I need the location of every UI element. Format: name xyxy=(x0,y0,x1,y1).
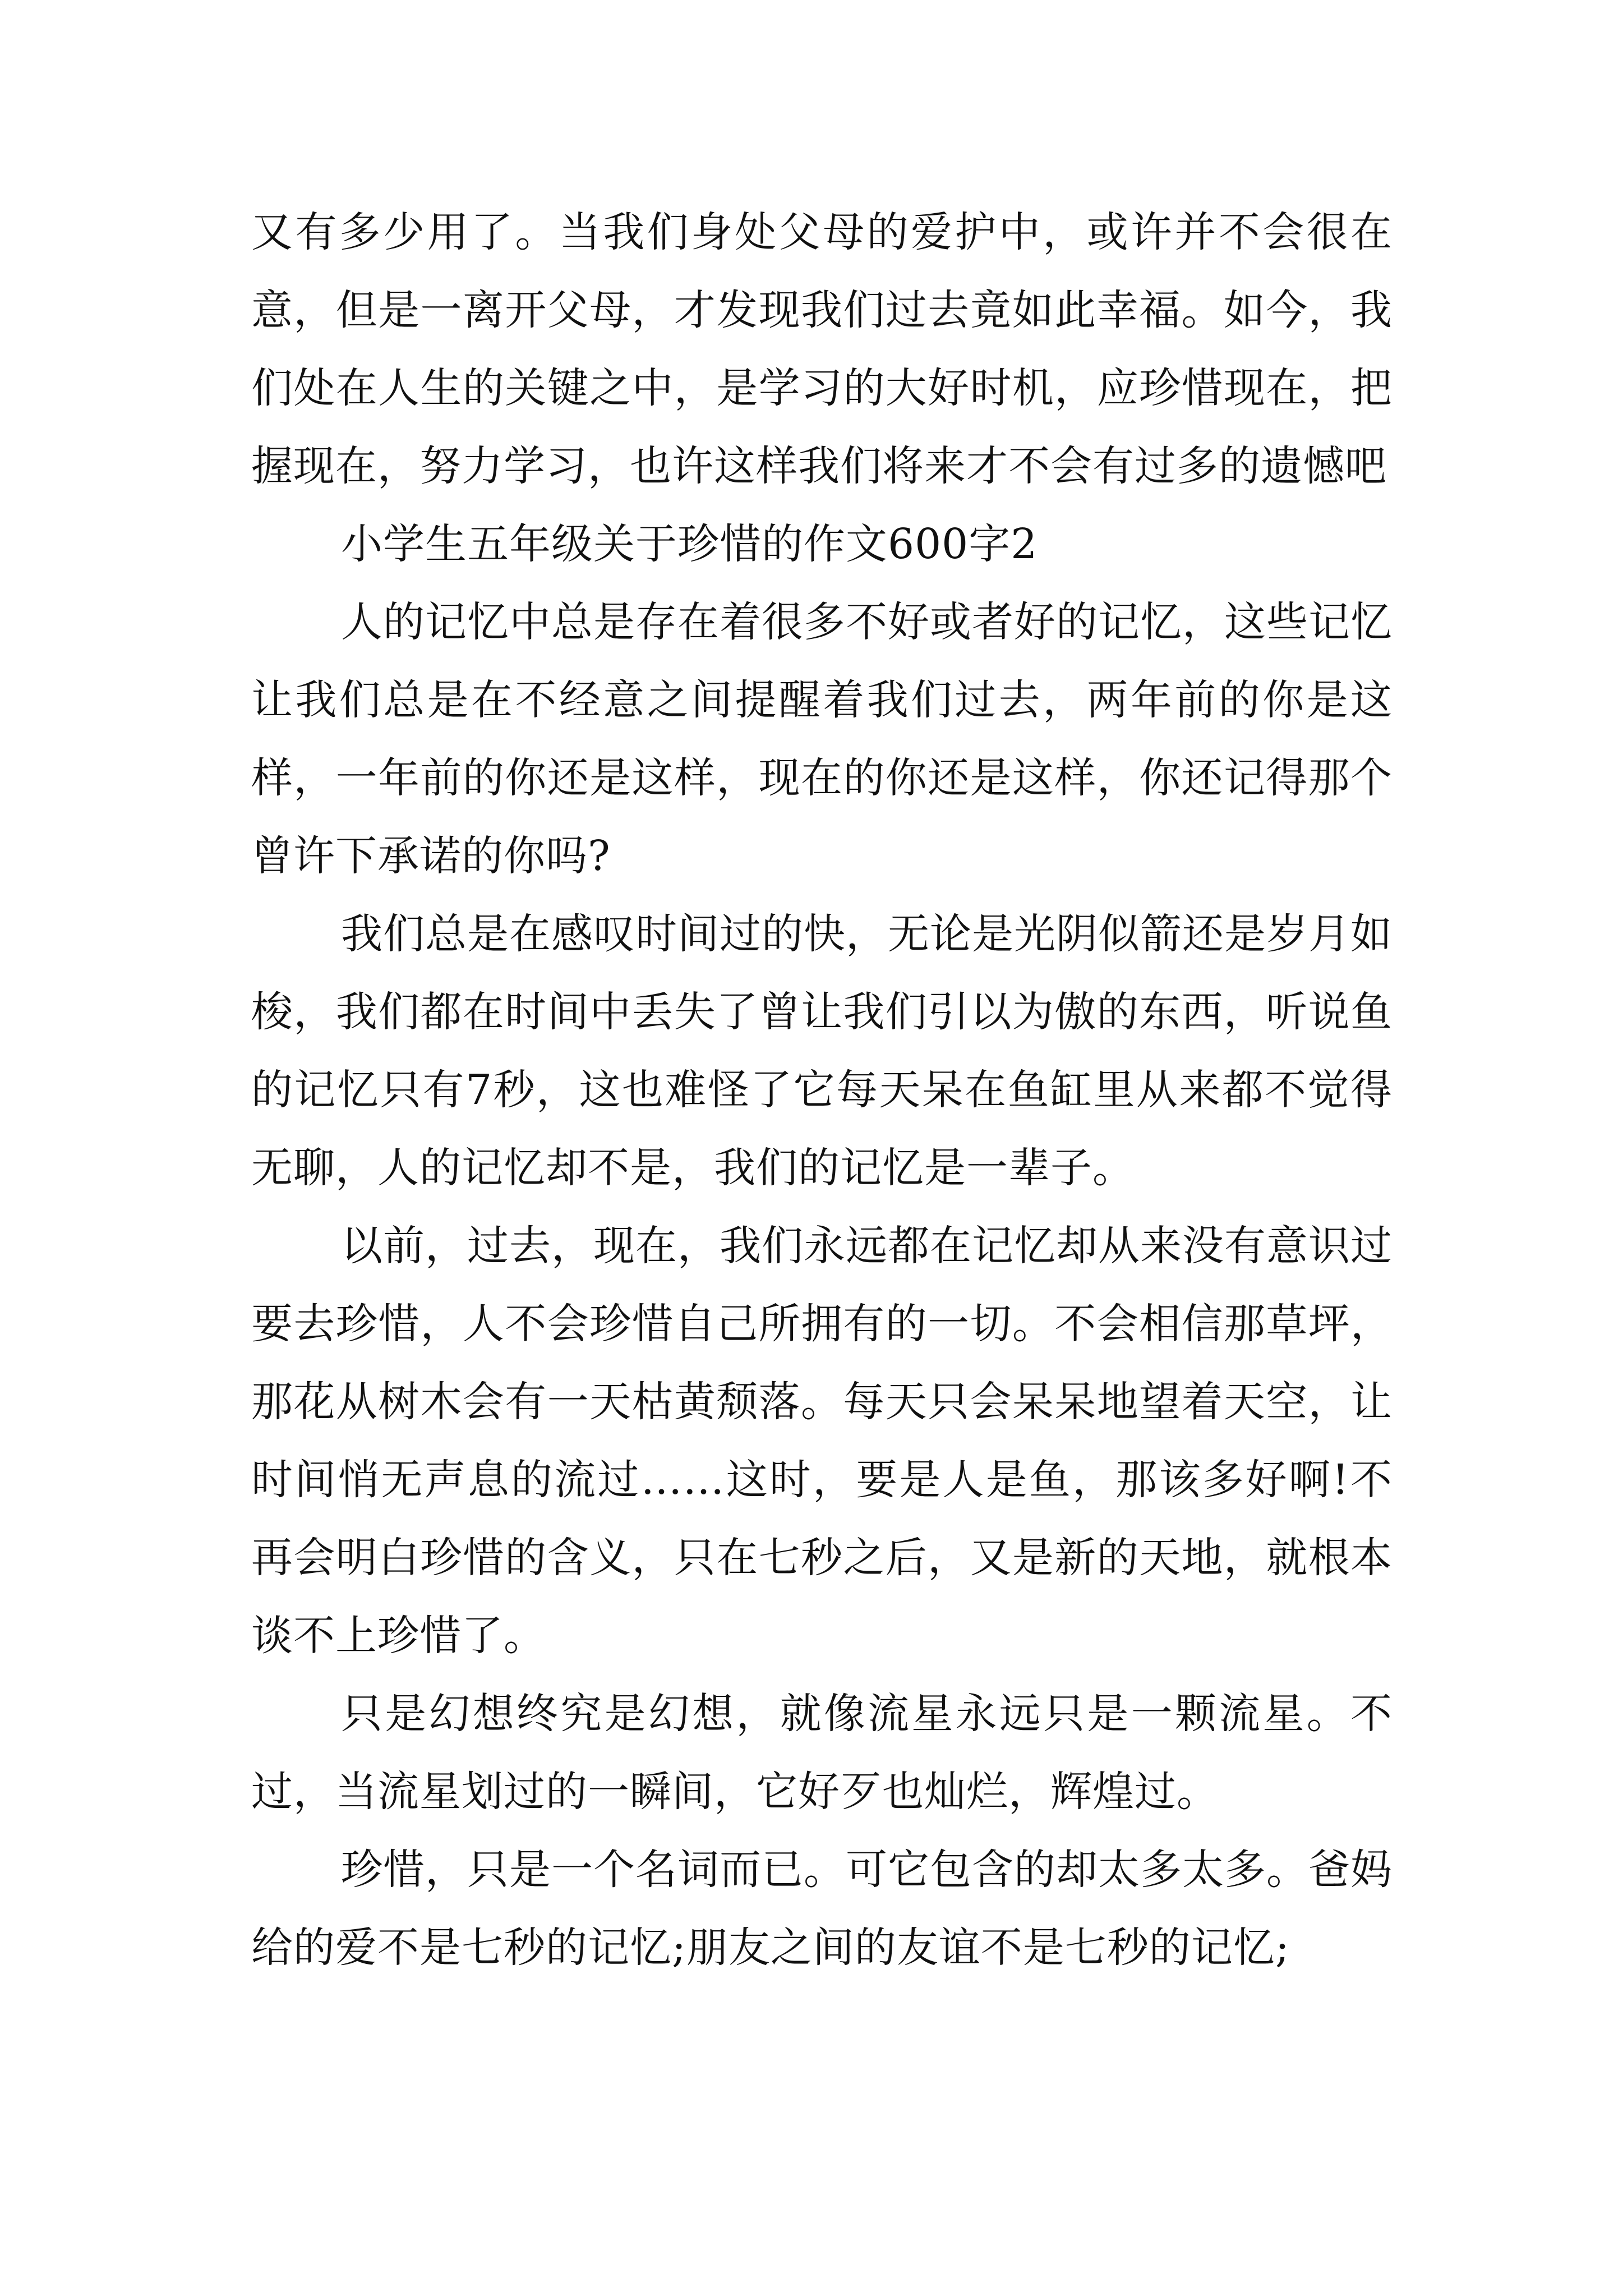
paragraph-memory: 人的记忆中总是存在着很多不好或者好的记忆，这些记忆让我们总是在不经意之间提醒着我们过去，两年前的你是这样，一年前的你还是这样，现在的你还是这样，你还记得那个曾许下承诺的你吗? xyxy=(251,598,1393,880)
paragraph-cherish: 珍惜，只是一个名词而已。可它包含的却太多太多。爸妈给的爱不是七秒的记忆;朋友之间的友谊不是七秒的记忆; xyxy=(251,1846,1393,1972)
essay-title: 小学生五年级关于珍惜的作文600字2 xyxy=(341,520,1038,568)
document-body xyxy=(251,194,1393,1987)
paragraph-past-present: 以前，过去，现在，我们永远都在记忆却从来没有意识过要去珍惜，人不会珍惜自己所拥有的一切。不会相信那草坪，那花从树木会有一天枯黄颓落。每天只会呆呆地望着天空，让时间悄无声息的流过……这时，要是人是鱼，那该多好啊!不再会明白珍惜的含义，只在七秒之后，又是新的天地，就根本谈不上珍惜了。 xyxy=(251,1222,1393,1660)
paragraph-continuation: 又有多少用了。当我们身处父母的爱护中，或许并不会很在意，但是一离开父母，才发现我们过去竟如此幸福。如今，我们处在人生的关键之中，是学习的大好时机，应珍惜现在，把握现在，努力学习，也许这样我们将来才不会有过多的遗憾吧 xyxy=(251,208,1393,490)
paragraph-meteor: 只是幻想终究是幻想，就像流星永远只是一颗流星。不过，当流星划过的一瞬间，它好歹也灿烂，辉煌过。 xyxy=(251,1690,1393,1816)
paragraph-time: 我们总是在感叹时间过的快，无论是光阴似箭还是岁月如梭，我们都在时间中丢失了曾让我们引以为傲的东西，听说鱼的记忆只有7秒，这也难怪了它每天呆在鱼缸里从来都不觉得无聊，人的记忆却不是，我们的记忆是一辈子。 xyxy=(251,910,1393,1192)
